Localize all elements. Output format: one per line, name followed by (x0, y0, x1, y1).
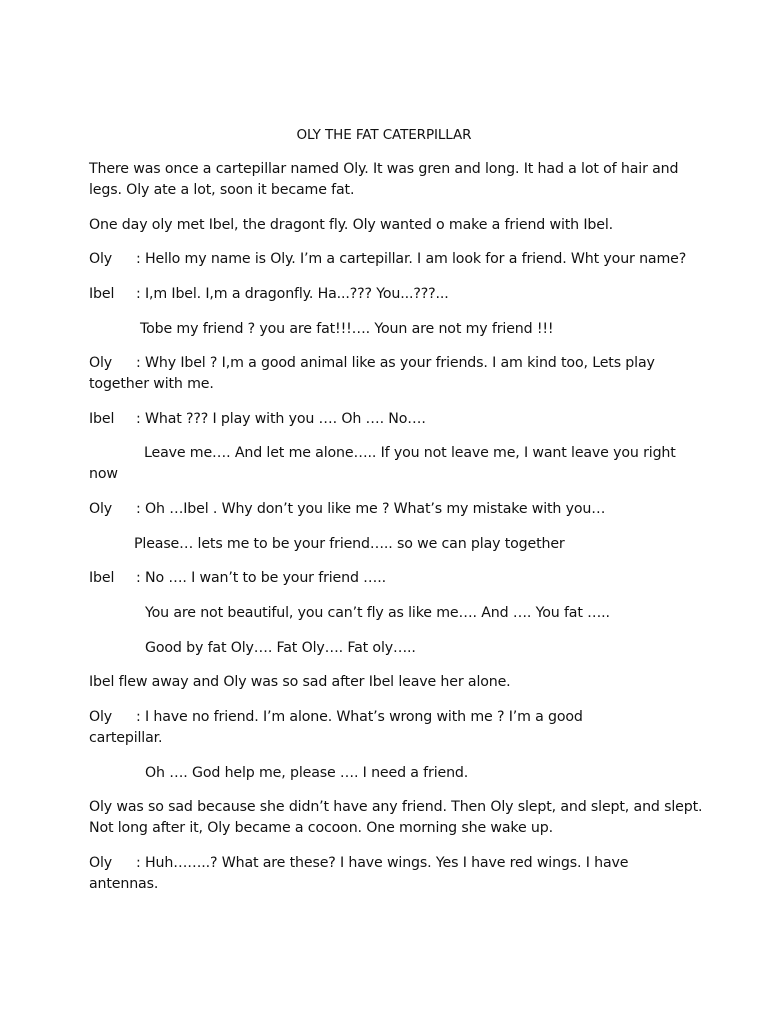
dialogue-continuation: together with me. (89, 376, 214, 392)
speaker-label: Oly (89, 251, 113, 267)
speaker-label: Oly (89, 355, 113, 371)
paragraph-line: Oly was so sad because she didn’t have any friend. Then Oly slept, and slept, and slept. (89, 799, 703, 815)
dialogue-continuation: Good by fat Oly…. Fat Oly…. Fat oly….. (145, 640, 416, 656)
dialogue-line: : No …. I wan’t to be your friend ….. (136, 570, 386, 586)
dialogue-line: : Huh……..? What are these? I have wings. Yes I have red wings. I have (136, 855, 629, 871)
dialogue-continuation: Oh …. God help me, please …. I need a friend. (145, 765, 469, 781)
paragraph-line: Not long after it, Oly became a cocoon. One morning she wake up. (89, 820, 553, 836)
speaker-label: Oly (89, 501, 113, 517)
dialogue-continuation: cartepillar. (89, 730, 163, 746)
speaker-label: Oly (89, 855, 113, 871)
speaker-label: Oly (89, 709, 113, 725)
paragraph-line: One day oly met Ibel, the dragont fly. Oly wanted o make a friend with Ibel. (89, 217, 613, 233)
dialogue-continuation: You are not beautiful, you can’t fly as like me…. And …. You fat ….. (145, 605, 610, 621)
dialogue-continuation: Leave me…. And let me alone….. If you not leave me, I want leave you right (144, 445, 676, 461)
dialogue-line: : What ??? I play with you …. Oh …. No…. (136, 411, 426, 427)
dialogue-line: : Oh …Ibel . Why don’t you like me ? What’s my mistake with you… (136, 501, 606, 517)
story-title: OLY THE FAT CATERPILLAR (296, 127, 472, 143)
paragraph-line: legs. Oly ate a lot, soon it became fat. (89, 182, 355, 198)
dialogue-continuation: now (89, 466, 118, 482)
speaker-label: Ibel (89, 411, 115, 427)
dialogue-line: : Hello my name is Oly. I’m a cartepillar. I am look for a friend. Wht your name? (136, 251, 687, 267)
dialogue-line: : I,m Ibel. I,m a dragonfly. Ha...??? You...???... (136, 286, 449, 302)
speaker-label: Ibel (89, 570, 115, 586)
paragraph-line: There was once a cartepillar named Oly. It was gren and long. It had a lot of hair and (89, 161, 679, 177)
speaker-label: Ibel (89, 286, 115, 302)
dialogue-line: : Why Ibel ? I,m a good animal like as your friends. I am kind too, Lets play (136, 355, 655, 371)
dialogue-continuation: Please… lets me to be your friend….. so we can play together (134, 536, 565, 552)
dialogue-continuation: antennas. (89, 876, 159, 892)
dialogue-line: : I have no friend. I’m alone. What’s wrong with me ? I’m a good (136, 709, 583, 725)
paragraph-line: Ibel flew away and Oly was so sad after Ibel leave her alone. (89, 674, 511, 690)
dialogue-continuation: Tobe my friend ? you are fat!!!…. Youn are not my friend !!! (140, 321, 554, 337)
